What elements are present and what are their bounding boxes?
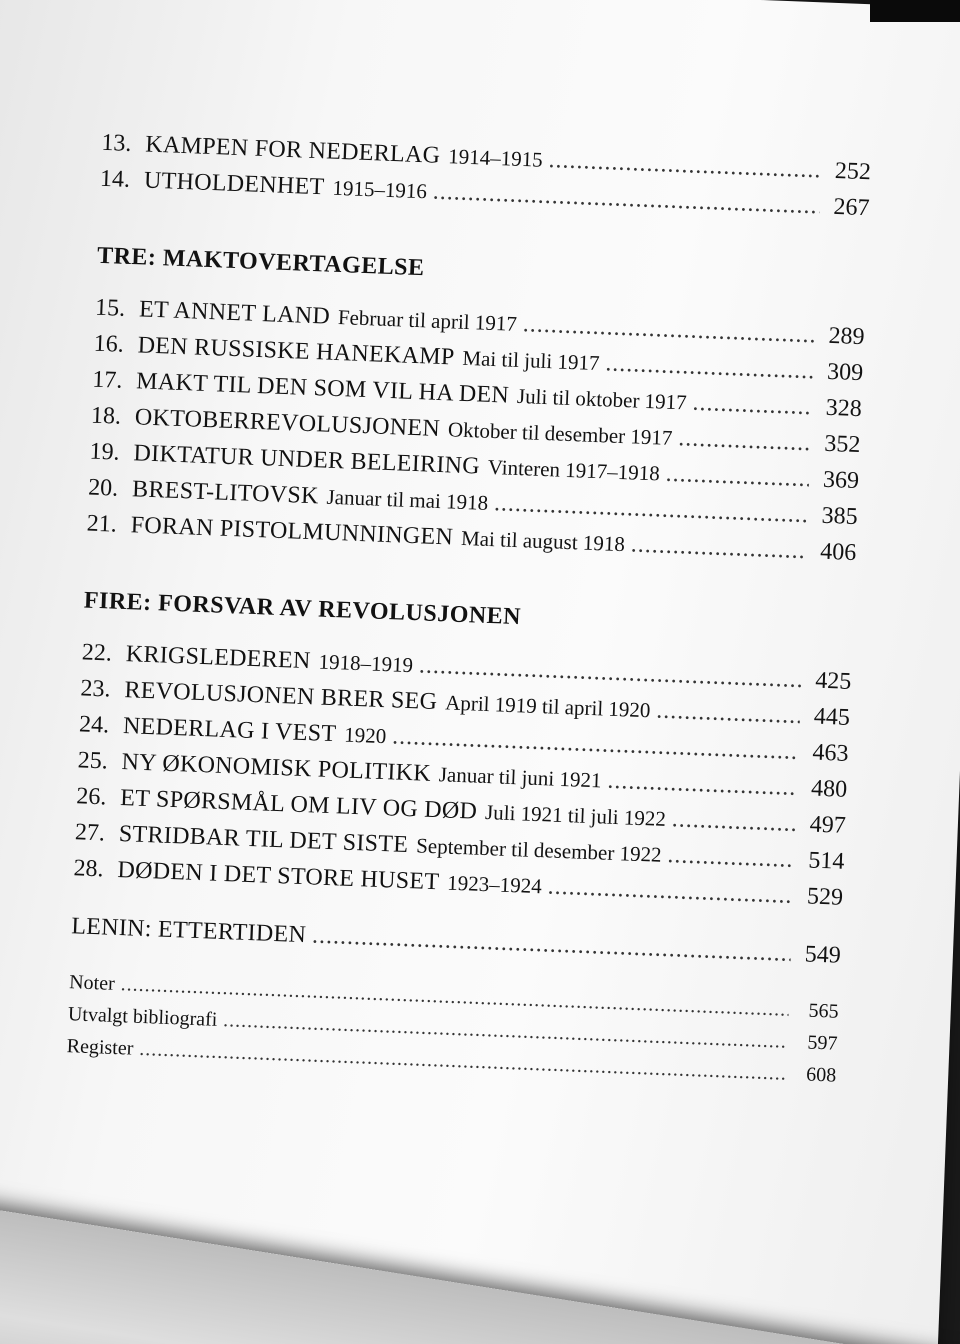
chapter-title: BREST-LITOVSK [131,476,320,510]
dot-leader [665,456,810,497]
page-number: 549 [804,941,842,969]
chapter-title: KAMPEN FOR NEDERLAG [144,131,441,169]
dot-leader [678,420,811,461]
page-number: 463 [812,739,850,767]
chapter-number: 13. [100,129,132,157]
page-number: 385 [821,502,859,531]
chapter-title: DEN RUSSISKE HANEKAMP [137,332,455,371]
page-number: 252 [834,157,872,186]
chapter-number: 22. [81,639,113,667]
part-heading-four: FIRE: FORSVAR AV REVOLUSJONEN [83,587,522,631]
backmatter-title: Utvalgt bibliografi [67,1003,218,1031]
page-number: 425 [814,667,852,695]
chapter-number: 21. [86,510,118,538]
page-number: 406 [819,538,857,567]
chapter-title: STRIDBAR TIL DET SISTE [118,820,409,859]
chapter-period: Mai til august 1918 [460,525,626,557]
chapter-number: 20. [87,474,119,502]
page-number: 608 [805,1063,837,1087]
chapter-title: OKTOBERREVOLUSJONEN [134,404,441,442]
chapter-number: 26. [75,783,107,811]
chapter-number: 25. [77,747,109,775]
chapter-title: ET SPØRSMÅL OM LIV OG DØD [119,785,478,825]
chapter-period: Mai til juli 1917 [462,345,600,376]
chapter-number: 19. [89,438,121,466]
chapter-period: Februar til april 1917 [337,305,518,336]
chapter-title: MAKT TIL DEN SOM VIL HA DEN [135,368,510,409]
chapter-title: ET ANNET LAND [138,296,331,330]
chapter-period: Januar til juni 1921 [438,762,602,793]
chapter-title: FORAN PISTOLMUNNINGEN [130,512,454,551]
chapter-period: Vinteren 1917–1918 [487,454,661,486]
page-number: 497 [809,811,847,839]
page-number: 369 [822,466,860,495]
page-number: 514 [807,847,845,875]
background-corner [870,0,960,22]
epilogue-title: LENIN: ETTERTIDEN [70,913,307,949]
dot-leader [667,837,795,878]
chapter-period: Oktober til desember 1917 [447,417,673,450]
part-heading-three: TRE: MAKTOVERTAGELSE [96,242,426,282]
chapter-number: 15. [94,294,126,322]
table-of-contents [66,125,871,1092]
chapter-number: 17. [91,366,123,394]
page-number: 597 [807,1031,838,1055]
dot-leader [671,801,796,842]
chapter-period: Juli til oktober 1917 [516,383,688,415]
dot-leader [630,526,807,569]
chapter-title: DØDEN I DET STORE HUSET [117,856,440,896]
chapter-number: 16. [93,330,125,358]
page-number: 328 [825,394,863,423]
chapter-period: 1920 [343,722,387,749]
chapter-period: September til desember 1922 [415,833,663,867]
page-number: 289 [828,322,866,351]
chapter-period: Juli 1921 til juli 1922 [484,800,667,831]
chapter-title: NY ØKONOMISK POLITIKK [121,749,432,787]
page-number: 309 [826,358,864,387]
page-number: 529 [806,883,844,911]
page-number: 480 [810,775,848,803]
chapter-number: 14. [99,165,131,193]
chapter-number: 24. [78,711,110,739]
dot-leader [692,385,813,426]
chapter-number: 23. [79,675,111,703]
backmatter-title: Noter [68,971,116,995]
page-number: 267 [833,193,871,222]
chapter-period: 1918–1919 [318,649,414,678]
chapter-title: DIKTATUR UNDER BELEIRING [133,440,481,480]
chapter-period: 1914–1915 [447,144,544,172]
chapter-number: 27. [74,819,106,847]
chapter-number: 18. [90,402,122,430]
chapter-number: 28. [73,855,105,883]
chapter-title: NEDERLAG I VEST [122,713,337,748]
dot-leader [656,693,801,734]
chapter-period: 1915–1916 [332,175,428,204]
chapter-period: 1923–1924 [446,870,543,899]
chapter-title: KRIGSLEDEREN [125,641,312,675]
chapter-title: UTHOLDENHET [143,167,326,201]
chapter-title: REVOLUSJONEN BRER SEG [123,677,438,716]
chapter-period: April 1919 til april 1920 [444,690,651,723]
page-number: 352 [823,430,861,459]
page-number: 565 [808,999,840,1023]
backmatter-title: Register [66,1035,134,1060]
page-number: 445 [813,703,851,731]
chapter-period: Januar til mai 1918 [326,484,489,515]
